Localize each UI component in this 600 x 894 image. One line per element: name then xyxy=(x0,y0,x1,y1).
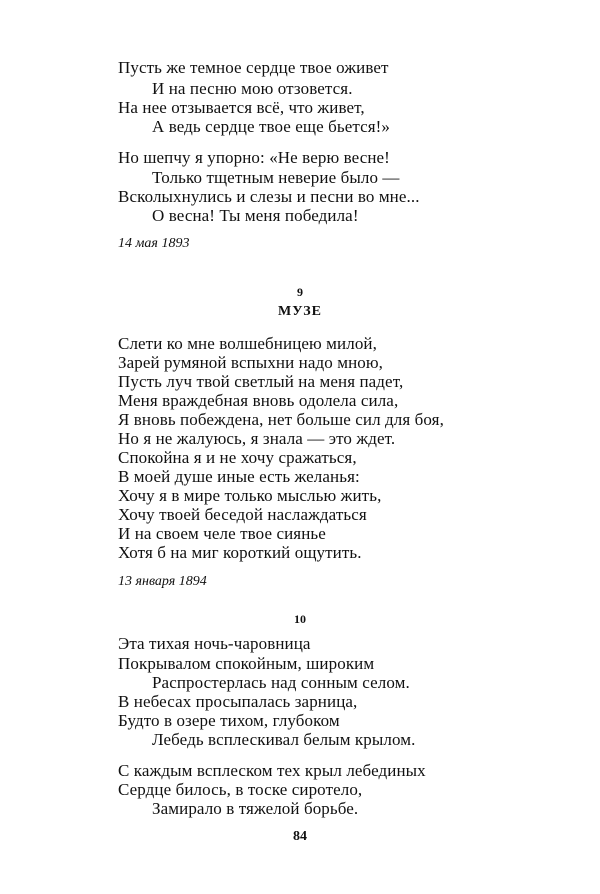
poem-line: Всколыхнулись и слезы и песни во мне... xyxy=(118,187,420,206)
poem-line: Зарей румяной вспыхни надо мною, xyxy=(118,353,384,372)
poem-line: Покрывалом спокойным, широким xyxy=(118,654,375,673)
poem-line: Эта тихая ночь-чаровница xyxy=(118,634,311,653)
poem-line: С каждым всплеском тех крыл лебединых xyxy=(118,761,426,780)
poem-number: 10 xyxy=(294,612,306,626)
poem-line: Пусть же темное сердце твое оживет xyxy=(118,58,389,77)
poem-line: Спокойна я и не хочу сражаться, xyxy=(118,448,357,467)
poem-line: О весна! Ты меня победила! xyxy=(152,206,359,225)
poem-line: Будто в озере тихом, глубоком xyxy=(118,711,340,730)
poem-line: Меня враждебная вновь одолела сила, xyxy=(118,391,399,410)
poem-line: Но я не жалуюсь, я знала — это ждет. xyxy=(118,429,396,448)
poem-line: Я вновь побеждена, нет больше сил для боя, xyxy=(118,410,444,429)
poem-line: Распростерлась над сонным селом. xyxy=(152,673,410,692)
poem-date: 14 мая 1893 xyxy=(118,236,190,251)
poem-number: 9 xyxy=(297,285,303,299)
poem-line: Сердце билось, в тоске сиротело, xyxy=(118,780,363,799)
poem-line: В моей душе иные есть желанья: xyxy=(118,467,360,486)
poem-line: В небесах просыпалась зарница, xyxy=(118,692,358,711)
poem-line: На нее отзывается всё, что живет, xyxy=(118,98,365,117)
poem-line: Хотя б на миг короткий ощутить. xyxy=(118,543,362,562)
poem-line: И на своем челе твое сиянье xyxy=(118,524,326,543)
poem-line: И на песню мою отзовется. xyxy=(152,79,353,98)
poem-line: Пусть луч твой светлый на меня падет, xyxy=(118,372,404,391)
poem-line: Только тщетным неверие было — xyxy=(152,168,400,187)
poem-line: Замирало в тяжелой борьбе. xyxy=(152,799,359,818)
poem-date: 13 января 1894 xyxy=(118,574,207,589)
poem-title: МУЗЕ xyxy=(277,304,323,319)
poem-line: Хочу я в мире только мыслью жить, xyxy=(118,486,382,505)
page-number: 84 xyxy=(293,829,307,844)
poem-line: Но шепчу я упорно: «Не верю весне! xyxy=(118,148,390,167)
poem-line: Хочу твоей беседой наслаждаться xyxy=(118,505,367,524)
poem-line: Слети ко мне волшебницею милой, xyxy=(118,334,377,353)
poem-line: Лебедь всплескивал белым крылом. xyxy=(152,730,416,749)
poem-line: А ведь сердце твое еще бьется!» xyxy=(152,117,391,136)
